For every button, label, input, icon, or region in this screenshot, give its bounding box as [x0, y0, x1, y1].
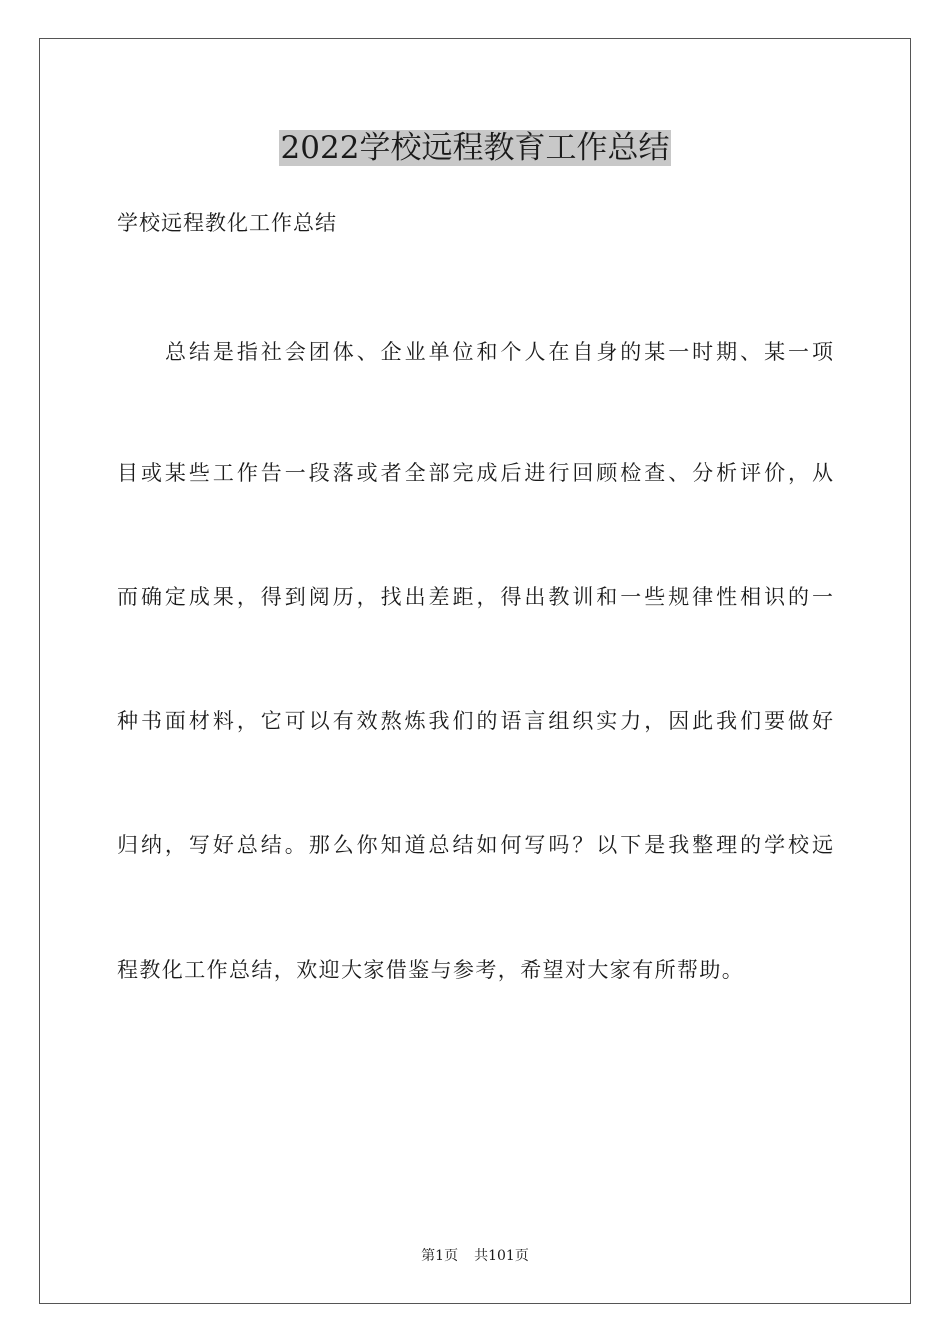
paragraph-line: 种书面材料，它可以有效熬炼我们的语言组织实力，因此我们要做好 — [117, 709, 833, 733]
paragraph-line: 而确定成果，得到阅历，找出差距，得出教训和一些规律性相识的一 — [117, 585, 833, 609]
document-title — [0, 126, 950, 170]
paragraph-line: 归纳，写好总结。那么你知道总结如何写吗？以下是我整理的学校远 — [117, 833, 833, 857]
page-number: 第1页 — [421, 1248, 459, 1264]
page-footer — [0, 1246, 950, 1266]
title-highlight: 2022学校远程教育工作总结 — [280, 130, 670, 166]
paragraph-line: 程教化工作总结，欢迎大家借鉴与参考，希望对大家有所帮助。 — [117, 958, 745, 982]
paragraph-line: 总结是指社会团体、企业单位和个人在自身的某一时期、某一项 — [165, 340, 833, 364]
paragraph-line: 目或某些工作告一段落或者全部完成后进行回顾检查、分析评价，从 — [117, 461, 833, 485]
total-pages: 共101页 — [474, 1248, 529, 1264]
document-subtitle: 学校远程教化工作总结 — [117, 211, 337, 235]
